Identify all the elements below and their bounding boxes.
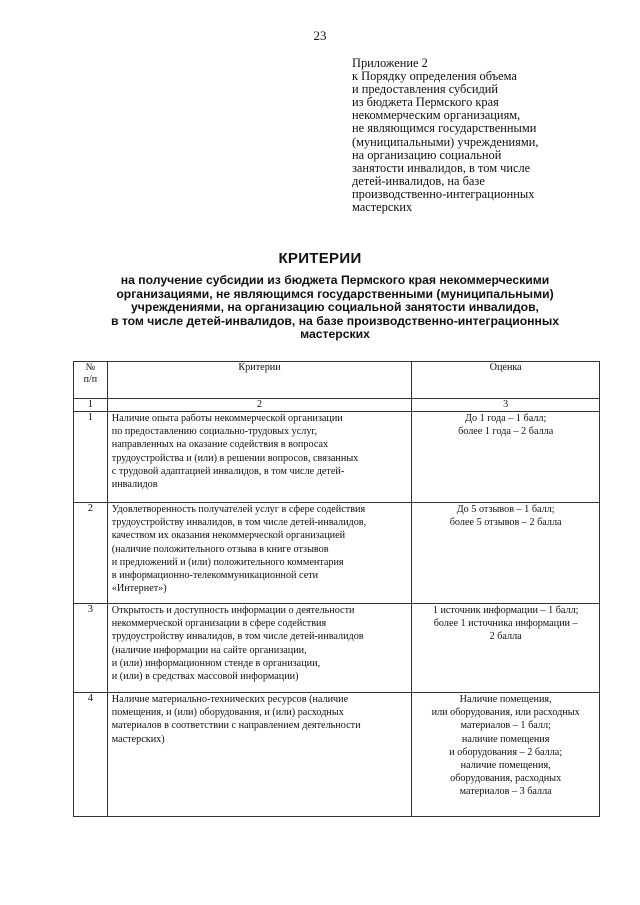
score-line: наличие помещения, bbox=[460, 760, 551, 772]
row-number: 3 bbox=[74, 604, 108, 693]
row-number: 2 bbox=[74, 503, 108, 604]
criteria-line: и (или) в средствах массовой информации) bbox=[111, 671, 299, 683]
criteria-line: трудоустройства и (или) в решении вопросов, связанных bbox=[111, 452, 359, 464]
subtitle-line: мастерских bbox=[300, 327, 370, 342]
criteria-line: и (или) информационном стенде в организации, bbox=[111, 657, 321, 669]
score-cell bbox=[412, 604, 600, 693]
appendix-line: производственно-интеграционных bbox=[352, 186, 535, 201]
score-line: более 1 источника информации – bbox=[433, 618, 578, 630]
score-line: оборудования, расходных bbox=[450, 773, 562, 785]
score-line: более 1 года – 2 балла bbox=[458, 426, 554, 438]
appendix-line: занятости инвалидов, в том числе bbox=[352, 160, 531, 175]
appendix-line: (муниципальными) учреждениями, bbox=[352, 134, 539, 149]
score-line: материалов – 3 балла bbox=[459, 786, 552, 798]
criteria-line: качеством их оказания некоммерческой организацией bbox=[111, 530, 346, 542]
criteria-cell bbox=[107, 412, 412, 503]
table-row bbox=[74, 503, 600, 604]
criteria-line: некоммерческой организации в сфере содействия bbox=[111, 618, 327, 630]
appendix-line: на организацию социальной bbox=[352, 147, 502, 162]
table-index-row bbox=[74, 399, 600, 412]
appendix-line: и предоставления субсидий bbox=[352, 82, 499, 97]
appendix-line: не являющимся государственными bbox=[352, 121, 537, 136]
table-header-row bbox=[74, 362, 600, 399]
appendix-line: мастерских bbox=[352, 200, 413, 215]
index-cell: 1 bbox=[74, 399, 108, 412]
index-cell: 2 bbox=[107, 399, 412, 412]
criteria-line: Наличие опыта работы некоммерческой организации bbox=[111, 413, 343, 424]
score-line: До 1 года – 1 балл; bbox=[465, 413, 547, 424]
criteria-line: Удовлетворенность получателей услуг в сфере содействия bbox=[111, 504, 366, 515]
score-line: 1 источник информации – 1 балл; bbox=[432, 605, 579, 616]
score-line: Наличие помещения, bbox=[459, 694, 552, 705]
header-number-line: № bbox=[85, 362, 96, 373]
criteria-cell bbox=[107, 503, 412, 604]
appendix-line: детей-инвалидов, на базе bbox=[352, 173, 485, 188]
score-line: или оборудования, или расходных bbox=[431, 707, 580, 719]
table-row bbox=[74, 604, 600, 693]
table-row bbox=[74, 693, 600, 817]
score-cell bbox=[412, 693, 600, 817]
criteria-line: (наличие положительного отзыва в книге отзывов bbox=[111, 543, 329, 555]
criteria-line: с трудовой адаптацией инвалидов, в том числе детей- bbox=[111, 465, 345, 477]
header-number-line: п/п bbox=[83, 374, 98, 385]
page-number: 23 bbox=[313, 28, 327, 43]
subtitle-line: учреждениями, на организацию социальной занятости инвалидов, bbox=[131, 300, 539, 315]
criteria-line: (наличие информации на сайте организации, bbox=[111, 644, 307, 656]
table-row bbox=[74, 412, 600, 503]
index-cell: 3 bbox=[412, 399, 600, 412]
appendix-line: к Порядку определения объема bbox=[352, 69, 517, 84]
criteria-cell bbox=[107, 604, 412, 693]
appendix-line: Приложение 2 bbox=[352, 56, 428, 70]
row-number: 4 bbox=[74, 693, 108, 817]
criteria-line: Наличие материально-технических ресурсов (наличие bbox=[111, 694, 349, 705]
criteria-line: материалов в соответствии с направлением деятельности bbox=[111, 720, 361, 732]
criteria-line: помещения, и (или) оборудования, и (или) расходных bbox=[111, 707, 344, 719]
appendix-line: некоммерческим организациям, bbox=[352, 108, 521, 123]
criteria-cell bbox=[107, 693, 412, 817]
row-number: 1 bbox=[74, 412, 108, 503]
criteria-line: и предложений и (или) положительного комментария bbox=[111, 556, 344, 568]
criteria-line: «Интернет») bbox=[111, 583, 167, 595]
score-cell bbox=[412, 503, 600, 604]
appendix-line: из бюджета Пермского края bbox=[352, 95, 499, 110]
criteria-line: трудоустройству инвалидов, в том числе детей-инвалидов bbox=[111, 631, 364, 643]
score-line: более 5 отзывов – 2 балла bbox=[449, 517, 562, 529]
criteria-line: в информационно-телекоммуникационной сети bbox=[111, 570, 319, 582]
document-subtitle bbox=[70, 274, 600, 342]
criteria-line: мастерских) bbox=[111, 733, 165, 745]
header-criteria: Критерии bbox=[107, 362, 412, 399]
criteria-line: по предоставлению социально-трудовых услуг, bbox=[111, 426, 318, 438]
criteria-table bbox=[73, 361, 600, 817]
header-number bbox=[74, 362, 108, 399]
score-line: материалов – 1 балл; bbox=[460, 720, 551, 732]
score-line: До 5 отзывов – 1 балл; bbox=[456, 504, 555, 515]
score-line: 2 балла bbox=[489, 631, 522, 643]
score-line: и оборудования – 2 балла; bbox=[449, 746, 563, 758]
header-score: Оценка bbox=[412, 362, 600, 399]
appendix-header bbox=[352, 57, 602, 214]
score-line: наличие помещения bbox=[461, 733, 550, 745]
criteria-line: трудоустройству инвалидов, в том числе детей-инвалидов, bbox=[111, 517, 367, 529]
score-cell bbox=[412, 412, 600, 503]
document-title: КРИТЕРИИ bbox=[278, 250, 362, 267]
subtitle-line: на получение субсидии из бюджета Пермского края некоммерческими bbox=[120, 273, 550, 287]
criteria-line: Открытость и доступность информации о деятельности bbox=[111, 605, 355, 616]
subtitle-line: организациями, не являющимся государственными (муниципальными) bbox=[116, 286, 554, 301]
criteria-line: направленных на оказание содействия в вопросах bbox=[111, 439, 329, 451]
subtitle-line: в том числе детей-инвалидов, на базе производственно-интеграционных bbox=[110, 313, 560, 328]
criteria-line: инвалидов bbox=[111, 479, 158, 491]
